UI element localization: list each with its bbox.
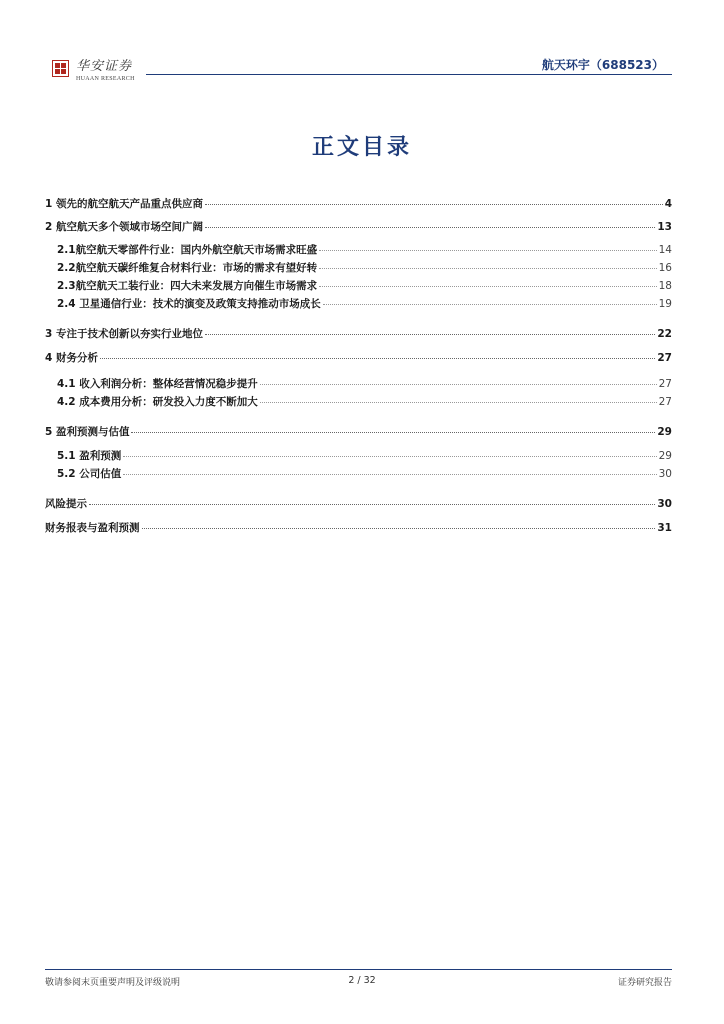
toc-entry[interactable] (45, 326, 672, 340)
toc-leader-dots (205, 204, 663, 205)
toc-entry[interactable] (57, 376, 672, 390)
toc-entry-title: 2.2航空航天碳纤维复合材料行业：市场的需求有望好转 (57, 262, 318, 274)
toc-entry-page: 16 (658, 262, 672, 274)
toc-entry-page: 13 (657, 221, 672, 233)
toc-leader-dots (123, 456, 656, 457)
toc-entry[interactable] (57, 278, 672, 292)
toc-entry[interactable] (57, 394, 672, 408)
toc-entry[interactable] (45, 350, 672, 364)
toc-entry[interactable] (57, 260, 672, 274)
footer-divider (45, 969, 672, 970)
toc-entry-title: 2 航空航天多个领域市场空间广阔 (45, 221, 203, 233)
report-header-title: 航天环宇（688523） (541, 58, 664, 72)
toc-entry[interactable] (57, 242, 672, 256)
toc-entry-page: 27 (657, 352, 672, 364)
toc-entry-page: 29 (658, 450, 672, 462)
toc-leader-dots (260, 402, 657, 403)
toc-entry-page: 31 (657, 522, 672, 534)
toc-entry-page: 27 (658, 396, 672, 408)
brand-name-cn: 华安证券 (76, 59, 133, 74)
toc-entry-title: 3 专注于技术创新以夯实行业地位 (45, 328, 203, 340)
toc-leader-dots (260, 384, 657, 385)
toc-entry-title: 风险提示 (45, 498, 87, 510)
toc-entry[interactable] (57, 448, 672, 462)
toc-entry[interactable] (57, 296, 672, 310)
toc-leader-dots (205, 334, 655, 335)
page-title: 正文目录 (311, 134, 412, 160)
footer-disclaimer: 敬请参阅末页重要声明及评级说明 (45, 978, 181, 988)
toc-entry-title: 2.4 卫星通信行业：技术的演变及政策支持推动市场成长 (57, 298, 321, 310)
toc-entry[interactable] (45, 196, 672, 210)
toc-entry-page: 14 (658, 244, 672, 256)
toc-leader-dots (89, 504, 655, 505)
company-logo (52, 60, 135, 82)
page-number: 2 / 32 (348, 975, 376, 986)
toc-entry-title: 财务报表与盈利预测 (45, 522, 140, 534)
toc-entry-title: 5.1 盈利预测 (57, 450, 122, 462)
toc-entry-title: 2.1航空航天零部件行业：国内外航空航天市场需求旺盛 (57, 244, 318, 256)
toc-entry-page: 30 (657, 498, 672, 510)
toc-entry-title: 4 财务分析 (45, 352, 98, 364)
toc-entry-title: 2.3航空航天工装行业：四大未来发展方向催生市场需求 (57, 280, 318, 292)
toc-entry[interactable] (45, 219, 672, 233)
toc-entry[interactable] (45, 520, 672, 534)
toc-entry-title: 1 领先的航空航天产品重点供应商 (45, 198, 203, 210)
header-divider (146, 74, 672, 75)
toc-entry-page: 29 (657, 426, 672, 438)
toc-entry-page: 27 (658, 378, 672, 390)
toc-entry-title: 4.2 成本费用分析：研发投入力度不断加大 (57, 396, 258, 408)
footer-report-type: 证券研究报告 (617, 978, 672, 988)
toc-entry-title: 5 盈利预测与估值 (45, 426, 130, 438)
brand-name-en: HUAAN RESEARCH (76, 76, 135, 82)
toc-entry[interactable] (45, 424, 672, 438)
toc-leader-dots (123, 474, 656, 475)
toc-entry-page: 18 (658, 280, 672, 292)
toc-leader-dots (319, 286, 657, 287)
toc-entry-title: 4.1 收入利润分析：整体经营情况稳步提升 (57, 378, 258, 390)
toc-entry-page: 22 (657, 328, 672, 340)
toc-entry-page: 19 (658, 298, 672, 310)
toc-leader-dots (323, 304, 657, 305)
toc-leader-dots (319, 250, 657, 251)
toc-leader-dots (100, 358, 655, 359)
toc-leader-dots (142, 528, 656, 529)
seal-icon (52, 60, 69, 77)
toc-entry[interactable] (45, 496, 672, 510)
toc-leader-dots (319, 268, 657, 269)
toc-entry[interactable] (57, 466, 672, 480)
toc-leader-dots (205, 227, 655, 228)
toc-entry-page: 30 (658, 468, 672, 480)
toc-entry-title: 5.2 公司估值 (57, 468, 122, 480)
toc-entry-page: 4 (664, 198, 672, 210)
toc-leader-dots (131, 432, 655, 433)
